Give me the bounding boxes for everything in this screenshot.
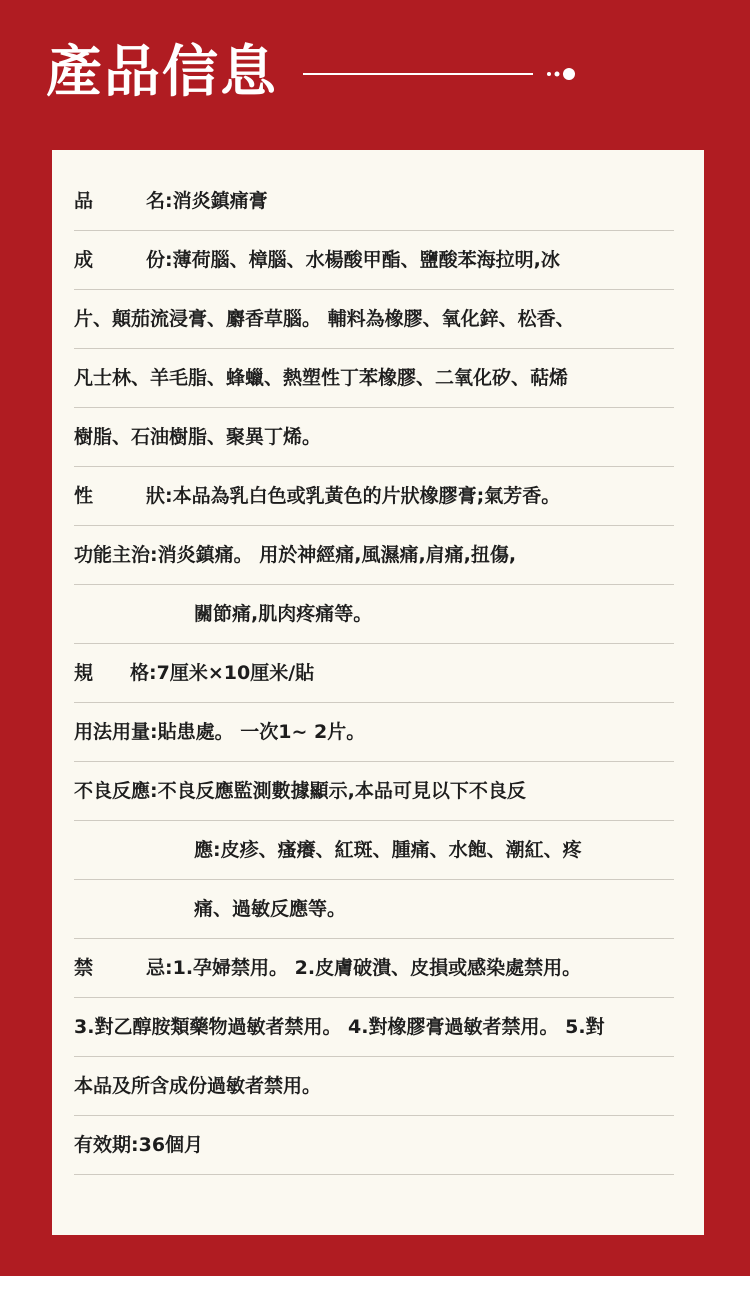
info-row-continuation: 片、顛茄流浸膏、麝香草腦。 輔料為橡膠、氧化鋅、松香、 xyxy=(74,290,674,349)
info-row-usage: 用法用量:貼患處。 一次1~ 2片。 xyxy=(74,703,674,762)
info-row-adverse: 不良反應:不良反應監測數據顯示,本品可見以下不良反 xyxy=(74,762,674,821)
info-row-continuation: 本品及所含成份過敏者禁用。 xyxy=(74,1057,674,1116)
value: 36個月 xyxy=(138,1134,204,1156)
value: 貼患處。 一次1~ 2片。 xyxy=(157,721,366,743)
value: 薄荷腦、樟腦、水楊酸甲酯、鹽酸苯海拉明,冰 xyxy=(172,249,560,271)
info-row-appearance: 性 狀:本品為乳白色或乳黃色的片狀橡膠膏;氣芳香。 xyxy=(74,467,674,526)
info-row-continuation: 痛、過敏反應等。 xyxy=(74,880,674,939)
info-row-continuation: 樹脂、石油樹脂、聚異丁烯。 xyxy=(74,408,674,467)
value: 1.孕婦禁用。 2.皮膚破潰、皮損或感染處禁用。 xyxy=(172,957,582,979)
info-row-name: 品 名:消炎鎮痛膏 xyxy=(74,172,674,231)
value: 不良反應監測數據顯示,本品可見以下不良反 xyxy=(157,780,526,802)
info-row-contraindications: 禁 忌:1.孕婦禁用。 2.皮膚破潰、皮損或感染處禁用。 xyxy=(74,939,674,998)
value: 消炎鎮痛。 用於神經痛,風濕痛,肩痛,扭傷, xyxy=(157,544,517,566)
info-row-expiry: 有效期:36個月 xyxy=(74,1116,674,1175)
info-row-ingredients: 成 份:薄荷腦、樟腦、水楊酸甲酯、鹽酸苯海拉明,冰 xyxy=(74,231,674,290)
page-title: 產品信息 xyxy=(46,40,278,105)
header xyxy=(0,0,750,150)
info-row-indications: 功能主治:消炎鎮痛。 用於神經痛,風濕痛,肩痛,扭傷, xyxy=(74,526,674,585)
value: 消炎鎮痛膏 xyxy=(172,190,268,212)
value: 7厘米×10厘米/貼 xyxy=(156,662,315,684)
decorative-line-icon xyxy=(303,66,583,82)
info-row-continuation: 關節痛,肌肉疼痛等。 xyxy=(74,585,674,644)
info-row-continuation: 3.對乙醇胺類藥物過敏者禁用。 4.對橡膠膏過敏者禁用。 5.對 xyxy=(74,998,674,1057)
value: 本品為乳白色或乳黃色的片狀橡膠膏;氣芳香。 xyxy=(172,485,561,507)
info-row-continuation: 凡士林、羊毛脂、蜂蠟、熱塑性丁苯橡膠、二氧化矽、萜烯 xyxy=(74,349,674,408)
bottom-strip xyxy=(0,1276,750,1289)
info-row-continuation: 應:皮疹、瘙癢、紅斑、腫痛、水飽、潮紅、疼 xyxy=(74,821,674,880)
info-row-spec: 規 格:7厘米×10厘米/貼 xyxy=(74,644,674,703)
product-info-card xyxy=(52,150,704,1235)
